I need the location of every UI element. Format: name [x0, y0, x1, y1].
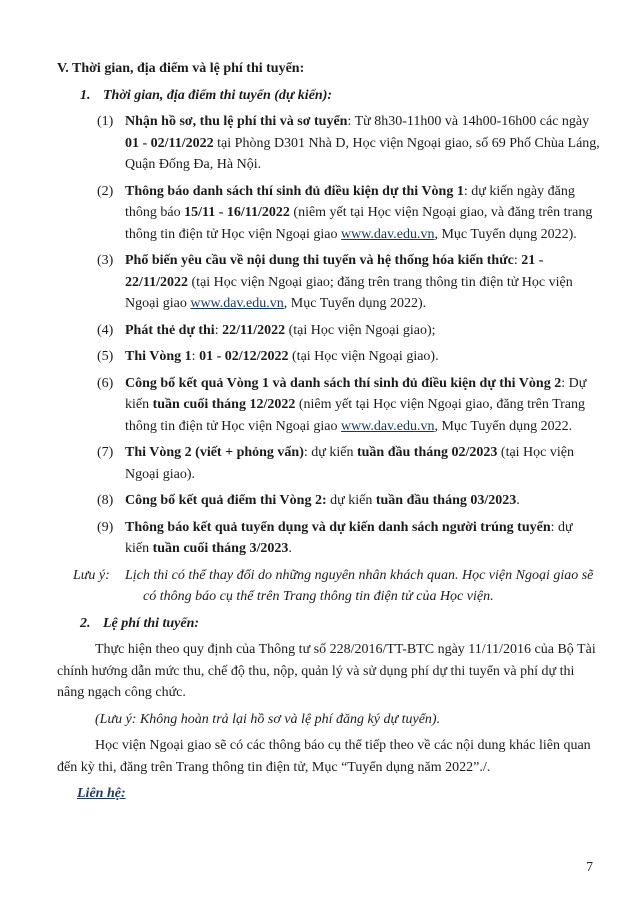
text-run: Nhận hồ sơ, thu lệ phí thi và sơ tuyển — [125, 114, 348, 129]
hyperlink-dav-website[interactable]: www.dav.edu.vn — [341, 226, 435, 242]
subsection-heading-2 — [57, 613, 600, 635]
subsection-heading-1 — [57, 85, 600, 107]
list-item-4-marker: (4) — [97, 322, 114, 338]
text-run: : dự kiến — [303, 445, 357, 460]
contact-heading — [77, 783, 600, 805]
list-item-3-marker: (3) — [97, 253, 114, 268]
list-item-5 — [57, 346, 600, 368]
list-item-6-content — [125, 376, 586, 434]
subsection-heading-2-marker: 2. — [80, 615, 91, 631]
text-run: : dự kiến — [125, 519, 573, 556]
text-run: Lệ phí thi tuyển: — [103, 615, 200, 631]
list-item-9 — [57, 517, 600, 560]
text-run: V. Thời gian, địa điểm và lệ phí thi tuyển: — [57, 61, 305, 76]
text-run: Thông báo danh sách thí sinh đủ điều kiện dự thi Vòng 1 — [125, 183, 464, 199]
list-item-5-content — [125, 349, 439, 364]
list-item-3 — [57, 250, 600, 315]
list-item-8-content — [125, 493, 520, 508]
text-run: (niêm yết tại Học viện Ngoại giao, và đăng trên trang thông tin điện tử Học viện Ngoại giao — [125, 205, 593, 242]
text-run: (niêm yết tại Học viện Ngoại giao, đăng trên Trang thông tin điện tử Học viện Ngoại giao — [125, 397, 586, 434]
text-run: : Dự kiến — [125, 375, 587, 412]
text-run: , Mục Tuyển dụng 2022). — [283, 296, 427, 311]
list-item-2 — [57, 181, 600, 246]
text-run: Phổ biến yêu cầu về nội dung thi tuyển và hệ thống hóa kiến thức — [125, 253, 514, 268]
text-run: Thi Vòng 1 — [125, 349, 192, 364]
list-item-1-content — [125, 114, 600, 172]
text-run: , Mục Tuyển dụng 2022). — [434, 226, 577, 242]
text-run: (tại Học viện Ngoại giao). — [288, 349, 439, 364]
text-run: Liên hệ: — [77, 786, 126, 801]
text-run: Thông báo kết quả tuyển dụng và dự kiến danh sách người trúng tuyển — [125, 519, 551, 535]
fee-note-content — [95, 712, 440, 727]
schedule-note-content — [125, 568, 593, 605]
list-item-6-marker: (6) — [97, 375, 114, 391]
list-item-7-marker: (7) — [97, 445, 114, 460]
subsection-heading-1-marker: 1. — [80, 87, 91, 103]
list-item-3-content — [125, 253, 573, 311]
text-run: : — [513, 253, 522, 268]
further-notice-paragraph-content — [57, 738, 591, 775]
text-run: tuần đầu tháng 02/2023 — [356, 445, 498, 460]
subsection-heading-1-content — [103, 88, 332, 103]
text-run: Công bố kết quả điểm thi Vòng 2: — [125, 493, 327, 508]
fee-note — [57, 709, 600, 731]
schedule-note — [57, 565, 600, 608]
section-heading-content — [57, 61, 304, 76]
text-run: Thi Vòng 2 (viết + phỏng vấn) — [125, 445, 304, 460]
schedule-note-marker: Lưu ý: — [73, 567, 110, 583]
text-run: : Từ 8h30-11h00 và 14h00-16h00 các ngày — [347, 114, 590, 129]
list-item-7 — [57, 442, 600, 485]
list-item-8 — [57, 490, 600, 512]
list-item-4-content — [125, 323, 436, 338]
list-item-9-content — [125, 520, 573, 557]
page-number: 7 — [586, 859, 593, 874]
text-run: Công bố kết quả Vòng 1 và danh sách thí sinh đủ điều kiện dự thi Vòng 2 — [125, 375, 562, 391]
text-run: Thời gian, địa điểm thi tuyển (dự kiến): — [103, 87, 333, 103]
section-heading — [57, 58, 600, 80]
text-run: : — [191, 349, 200, 364]
text-run: . — [288, 541, 292, 556]
text-run: Học viện Ngoại giao sẽ có các thông báo cụ thể tiếp theo về các nội dung khác liên quan đến kỳ thi, đăng trên Trang thông tin điện tử, Mục “Tuyển dụng năm 2022”./. — [57, 738, 591, 775]
list-item-4 — [57, 320, 600, 342]
text-run: : dự kiến ngày đăng thông báo — [125, 183, 575, 220]
text-run: 21 - 22/11/2022 — [125, 253, 544, 290]
text-run: (tại Học viện Ngoại giao); — [285, 322, 436, 338]
text-run: . — [516, 493, 520, 508]
document-body — [57, 58, 600, 805]
list-item-7-content — [125, 445, 574, 482]
subsection-heading-2-content — [103, 616, 199, 631]
text-run: dự kiến — [326, 493, 376, 508]
text-run: Thực hiện theo quy định của Thông tư số 228/2016/TT-BTC ngày 11/11/2016 của Bộ Tài chính hướng dẫn mức thu, chế độ thu, nộp, quản lý và sử dụng phí dự thi tuyển và phí dự thi nâng ngạch công chức. — [57, 642, 596, 700]
fee-paragraph-content — [57, 642, 596, 700]
contact-heading-content — [77, 786, 126, 801]
text-run: 22/11/2022 — [222, 322, 286, 338]
text-run: (tại Học viện Ngoại giao). — [125, 445, 574, 482]
further-notice-paragraph — [57, 735, 600, 778]
text-run: 01 - 02/11/2022 — [125, 135, 214, 151]
text-run: tại Phòng D301 Nhà D, Học viện Ngoại giao, số 69 Phố Chùa Láng, Quận Đống Đa, Hà Nội. — [125, 135, 600, 172]
text-run: 01 - 02/12/2022 — [199, 349, 289, 364]
text-run: tuần cuối tháng 12/2022 — [152, 397, 296, 412]
list-item-8-marker: (8) — [97, 493, 114, 508]
list-item-5-marker: (5) — [97, 349, 114, 364]
fee-paragraph — [57, 639, 600, 704]
text-run: (Lưu ý: Không hoàn trả lại hồ sơ và lệ phí đăng ký dự tuyển). — [95, 711, 441, 727]
text-run: tuần đầu tháng 03/2023 — [375, 493, 517, 508]
list-item-2-marker: (2) — [97, 183, 114, 199]
hyperlink-dav-website[interactable]: www.dav.edu.vn — [341, 418, 435, 434]
text-run: Phát thẻ dự thi — [125, 322, 215, 338]
text-run: (tại Học viện Ngoại giao; đăng trên trang thông tin điện tử Học viện Ngoại giao — [125, 274, 573, 311]
hyperlink-dav-website[interactable]: www.dav.edu.vn — [190, 296, 284, 311]
text-run: , Mục Tuyển dụng 2022. — [434, 418, 573, 434]
list-item-9-marker: (9) — [97, 519, 114, 535]
text-run: tuần cuối tháng 3/2023 — [152, 541, 289, 556]
list-item-2-content — [125, 184, 592, 242]
text-run: 15/11 - 16/11/2022 — [184, 205, 290, 220]
list-item-1-marker: (1) — [97, 114, 114, 129]
list-item-1 — [57, 111, 600, 176]
list-item-6 — [57, 373, 600, 438]
text-run: Lịch thi có thể thay đổi do những nguyên nhân khách quan. Học viện Ngoại giao sẽ có thông báo cụ thể trên Trang thông tin điện tử của Học viện. — [125, 567, 594, 604]
text-run: : — [214, 322, 223, 338]
